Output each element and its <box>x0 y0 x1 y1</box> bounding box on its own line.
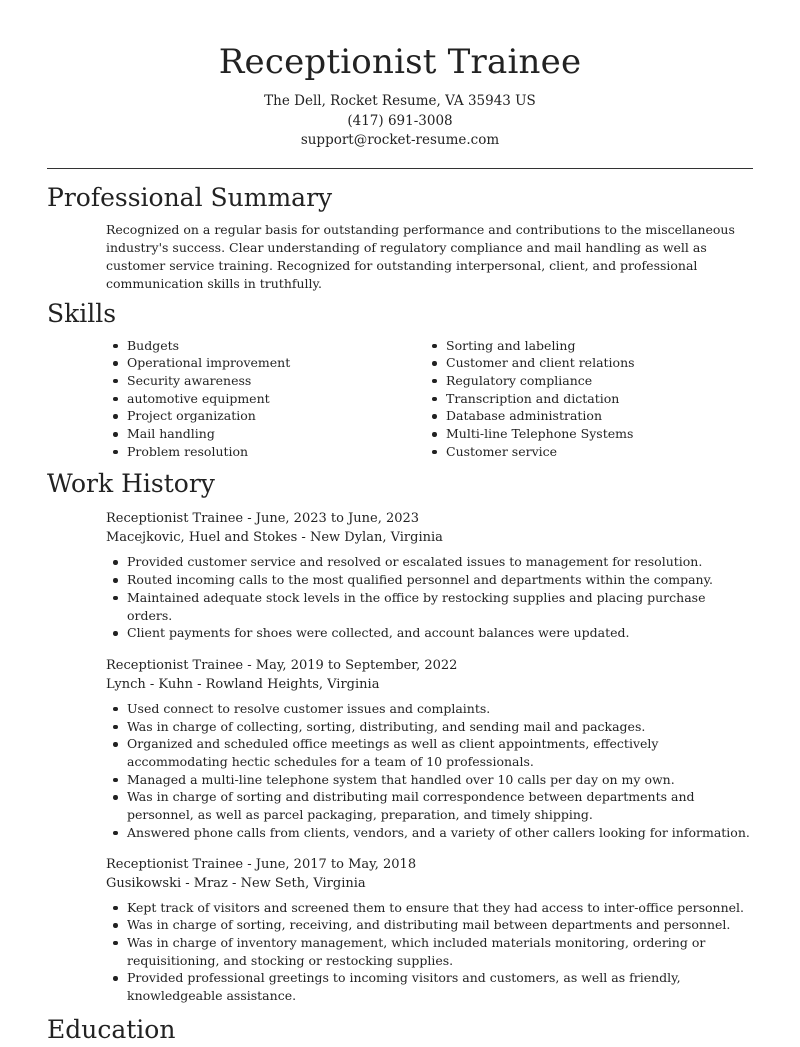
skill-item: automotive equipment <box>106 390 425 408</box>
duty-item: Client payments for shoes were collected, and account balances were updated. <box>106 624 753 642</box>
skill-item: Problem resolution <box>106 443 425 461</box>
duty-item: Kept track of visitors and screened them to ensure that they had access to inter-office personnel. <box>106 899 753 917</box>
skill-item: Operational improvement <box>106 354 425 372</box>
skills-list <box>106 337 753 461</box>
resume-header <box>0 0 800 151</box>
education-heading: Education <box>47 1014 176 1044</box>
skill-item: Database administration <box>425 407 745 425</box>
job-position-dates: Receptionist Trainee - June, 2017 to May, 2018 <box>106 856 417 872</box>
skill-item: Transcription and dictation <box>425 390 745 408</box>
job-company-location: Gusikowski - Mraz - New Seth, Virginia <box>106 875 366 891</box>
duty-item: Answered phone calls from clients, vendors, and a variety of other callers looking for information. <box>106 824 753 842</box>
skill-item: Budgets <box>106 337 425 355</box>
duty-item: Managed a multi-line telephone system that handled over 10 calls per day on my own. <box>106 771 753 789</box>
contact-info <box>0 92 800 151</box>
skills-heading: Skills <box>47 298 117 328</box>
summary-heading: Professional Summary <box>47 182 333 212</box>
job-duties <box>106 700 753 842</box>
job-entry <box>106 855 753 1005</box>
skill-item: Security awareness <box>106 372 425 390</box>
duty-item: Provided customer service and resolved or escalated issues to management for resolution. <box>106 553 753 571</box>
duty-item: Was in charge of inventory management, which included materials monitoring, ordering or requisitioning, and stocking or restocking supplies. <box>106 934 753 969</box>
skill-item: Sorting and labeling <box>425 337 745 355</box>
candidate-name: Receptionist Trainee <box>218 42 582 82</box>
job-duties <box>106 553 753 642</box>
duty-item: Provided professional greetings to incoming visitors and customers, as well as friendly, knowledgeable assistance. <box>106 969 753 1004</box>
job-company-location: Lynch - Kuhn - Rowland Heights, Virginia <box>106 676 380 692</box>
job-company-location: Macejkovic, Huel and Stokes - New Dylan, Virginia <box>106 530 443 546</box>
skills-column-right <box>425 337 745 461</box>
duty-item: Routed incoming calls to the most qualified personnel and departments within the company. <box>106 571 753 589</box>
work-history-heading: Work History <box>47 469 215 499</box>
job-position-dates: Receptionist Trainee - June, 2023 to June, 2023 <box>106 511 420 527</box>
duty-item: Organized and scheduled office meetings as well as client appointments, effectively accommodating hectic schedules for a team of 10 professionals. <box>106 735 753 770</box>
duty-item: Was in charge of sorting, receiving, and distributing mail between departments and personnel. <box>106 916 753 934</box>
header-divider <box>47 168 753 169</box>
skill-item: Project organization <box>106 407 425 425</box>
contact-address: The Dell, Rocket Resume, VA 35943 US <box>264 93 536 109</box>
contact-email: support@rocket-resume.com <box>300 132 500 148</box>
skill-item: Customer and client relations <box>425 354 745 372</box>
job-duties <box>106 899 753 1005</box>
job-entry <box>106 509 753 642</box>
job-position-dates: Receptionist Trainee - May, 2019 to September, 2022 <box>106 657 458 673</box>
job-entry <box>106 656 753 842</box>
duty-item: Maintained adequate stock levels in the office by restocking supplies and placing purchase orders. <box>106 589 753 624</box>
skill-item: Customer service <box>425 443 745 461</box>
skill-item: Mail handling <box>106 425 425 443</box>
duty-item: Used connect to resolve customer issues and complaints. <box>106 700 753 718</box>
skill-item: Multi-line Telephone Systems <box>425 425 745 443</box>
summary-text: Recognized on a regular basis for outstanding performance and contributions to the miscellaneous industry's success. Clear understanding of regulatory compliance and mail handling as well as customer service training. Recognized for outstanding interpersonal, client, and professional communication skills in truthfully. <box>106 221 735 291</box>
duty-item: Was in charge of collecting, sorting, distributing, and sending mail and packages. <box>106 718 753 736</box>
skills-column-left <box>106 337 425 461</box>
skill-item: Regulatory compliance <box>425 372 745 390</box>
contact-phone: (417) 691-3008 <box>347 112 453 129</box>
duty-item: Was in charge of sorting and distributing mail correspondence between departments and personnel, as well as parcel packaging, preparation, and timely shipping. <box>106 788 753 823</box>
